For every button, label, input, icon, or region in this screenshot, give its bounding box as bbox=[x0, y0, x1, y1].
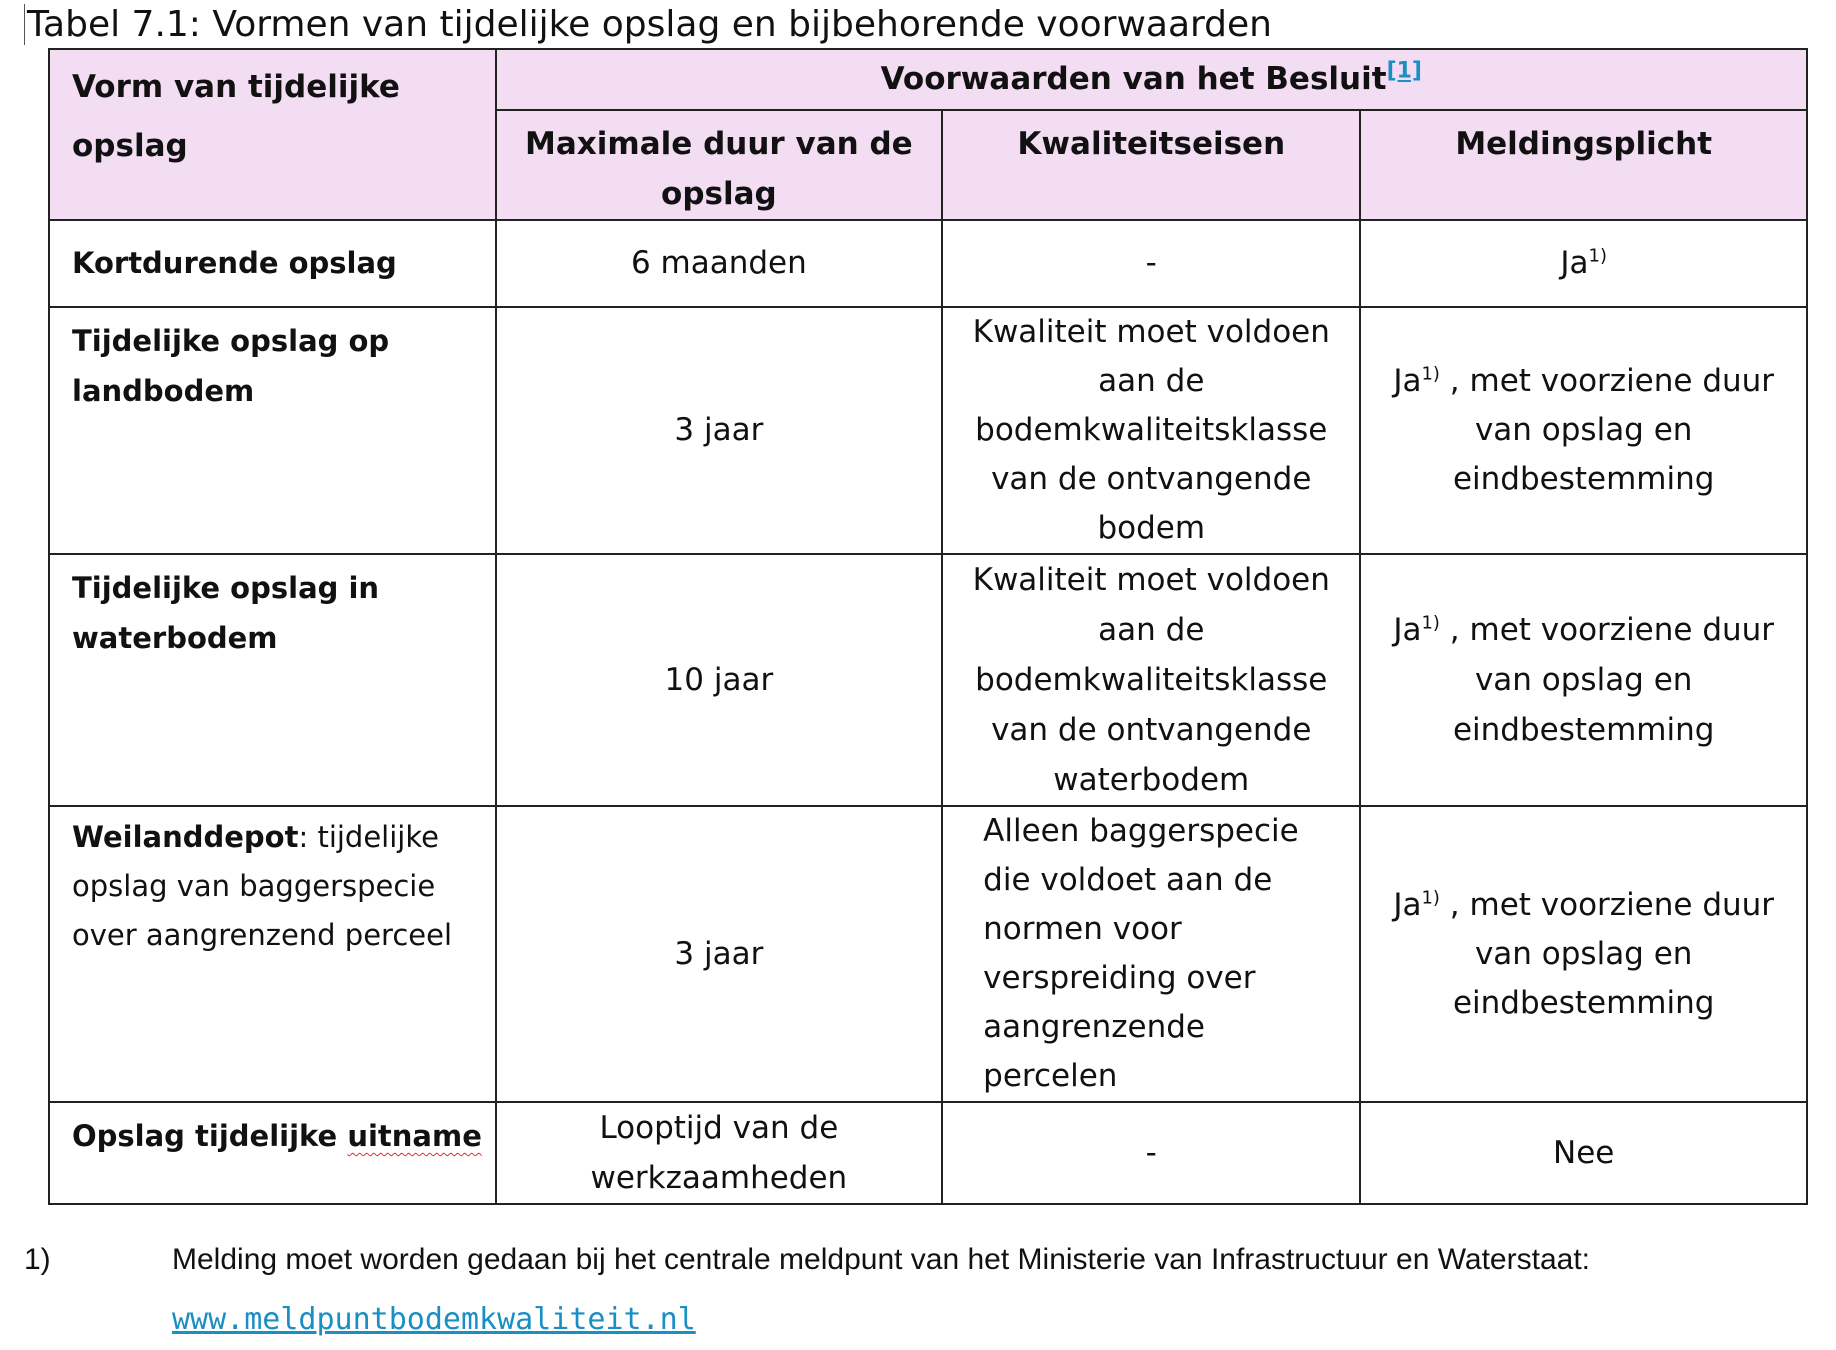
footnote-text: Melding moet worden gedaan bij het centrale meldpunt van het Ministerie van Infrastructuur en Waterstaat: bbox=[172, 1243, 1590, 1276]
cell-kwaliteit: Alleen baggerspecie die voldoet aan de normen voor verspreiding over aangrenzende percelen bbox=[942, 806, 1360, 1102]
row-label-bold-spellcheck: uitname bbox=[347, 1119, 482, 1153]
cell-kwaliteit: Kwaliteit moet voldoen aan de bodemkwaliteitsklasse van de ontvangende bodem bbox=[942, 307, 1360, 554]
row-label-bold: Kortdurende opslag bbox=[72, 246, 397, 280]
row-label-bold: Opslag tijdelijke bbox=[72, 1119, 348, 1153]
melding-main: Ja bbox=[1393, 363, 1422, 399]
header-voorwaarden-label: Voorwaarden van het Besluit bbox=[880, 61, 1387, 97]
row-label bbox=[49, 307, 496, 554]
row-label bbox=[49, 1102, 496, 1204]
row-label-rest: : tijdelijke opslag van baggerspecie over aangrenzend perceel bbox=[72, 820, 453, 952]
table-row bbox=[49, 220, 1807, 307]
cell-kwaliteit: Kwaliteit moet voldoen aan de bodemkwaliteitsklasse van de ontvangende waterbodem bbox=[942, 554, 1360, 806]
storage-conditions-table bbox=[48, 48, 1808, 1205]
table-row bbox=[49, 806, 1807, 1102]
cell-duur: 6 maanden bbox=[496, 220, 943, 307]
cell-melding bbox=[1360, 307, 1807, 554]
melding-main: Nee bbox=[1553, 1134, 1615, 1171]
row-label bbox=[49, 806, 496, 1102]
melding-sup: 1) bbox=[1421, 887, 1440, 909]
melding-main: Ja bbox=[1393, 612, 1422, 648]
cell-kwaliteit: - bbox=[942, 1102, 1360, 1204]
header-maximale-duur: Maximale duur van de opslag bbox=[496, 110, 943, 220]
cell-duur: Looptijd van de werkzaamheden bbox=[496, 1102, 943, 1204]
footnote-number: 1) bbox=[24, 1243, 51, 1276]
row-label bbox=[49, 554, 496, 806]
cell-duur: 10 jaar bbox=[496, 554, 943, 806]
row-label-bold: Tijdelijke opslag in waterbodem bbox=[72, 571, 380, 655]
cell-kwaliteit: - bbox=[942, 220, 1360, 307]
melding-sup: 1) bbox=[1588, 245, 1607, 267]
cell-melding bbox=[1360, 220, 1807, 307]
cell-melding bbox=[1360, 554, 1807, 806]
melding-main: Ja bbox=[1560, 245, 1589, 281]
melding-rest: , met voorziene duur van opslag en eindbestemming bbox=[1439, 363, 1775, 497]
melding-main: Ja bbox=[1393, 886, 1422, 923]
row-label bbox=[49, 220, 496, 307]
row-label-bold: Weilanddepot bbox=[72, 820, 299, 854]
header-meldingsplicht: Meldingsplicht bbox=[1360, 110, 1807, 220]
melding-rest: , met voorziene duur van opslag en eindbestemming bbox=[1439, 886, 1775, 1021]
melding-rest: , met voorziene duur van opslag en eindbestemming bbox=[1439, 612, 1775, 748]
table-row bbox=[49, 554, 1807, 806]
table-row bbox=[49, 307, 1807, 554]
table-header-row-1 bbox=[49, 49, 1807, 110]
cell-duur: 3 jaar bbox=[496, 307, 943, 554]
table-row bbox=[49, 1102, 1807, 1204]
meldpunt-link[interactable]: www.meldpuntbodemkwaliteit.nl bbox=[172, 1302, 696, 1337]
row-label-bold: Tijdelijke opslag op landbodem bbox=[72, 324, 390, 408]
melding-sup: 1) bbox=[1421, 612, 1440, 634]
header-kwaliteitseisen: Kwaliteitseisen bbox=[942, 110, 1360, 220]
cell-duur: 3 jaar bbox=[496, 806, 943, 1102]
melding-sup: 1) bbox=[1421, 363, 1440, 385]
cell-melding bbox=[1360, 806, 1807, 1102]
cell-melding bbox=[1360, 1102, 1807, 1204]
header-voorwaarden bbox=[496, 49, 1807, 110]
table-caption: Tabel 7.1: Vormen van tijdelijke opslag en bijbehorende voorwaarden bbox=[24, 4, 1272, 45]
header-vorm: Vorm van tijdelijke opslag bbox=[49, 49, 496, 220]
footnote-reference-link[interactable]: [1] bbox=[1386, 58, 1422, 84]
